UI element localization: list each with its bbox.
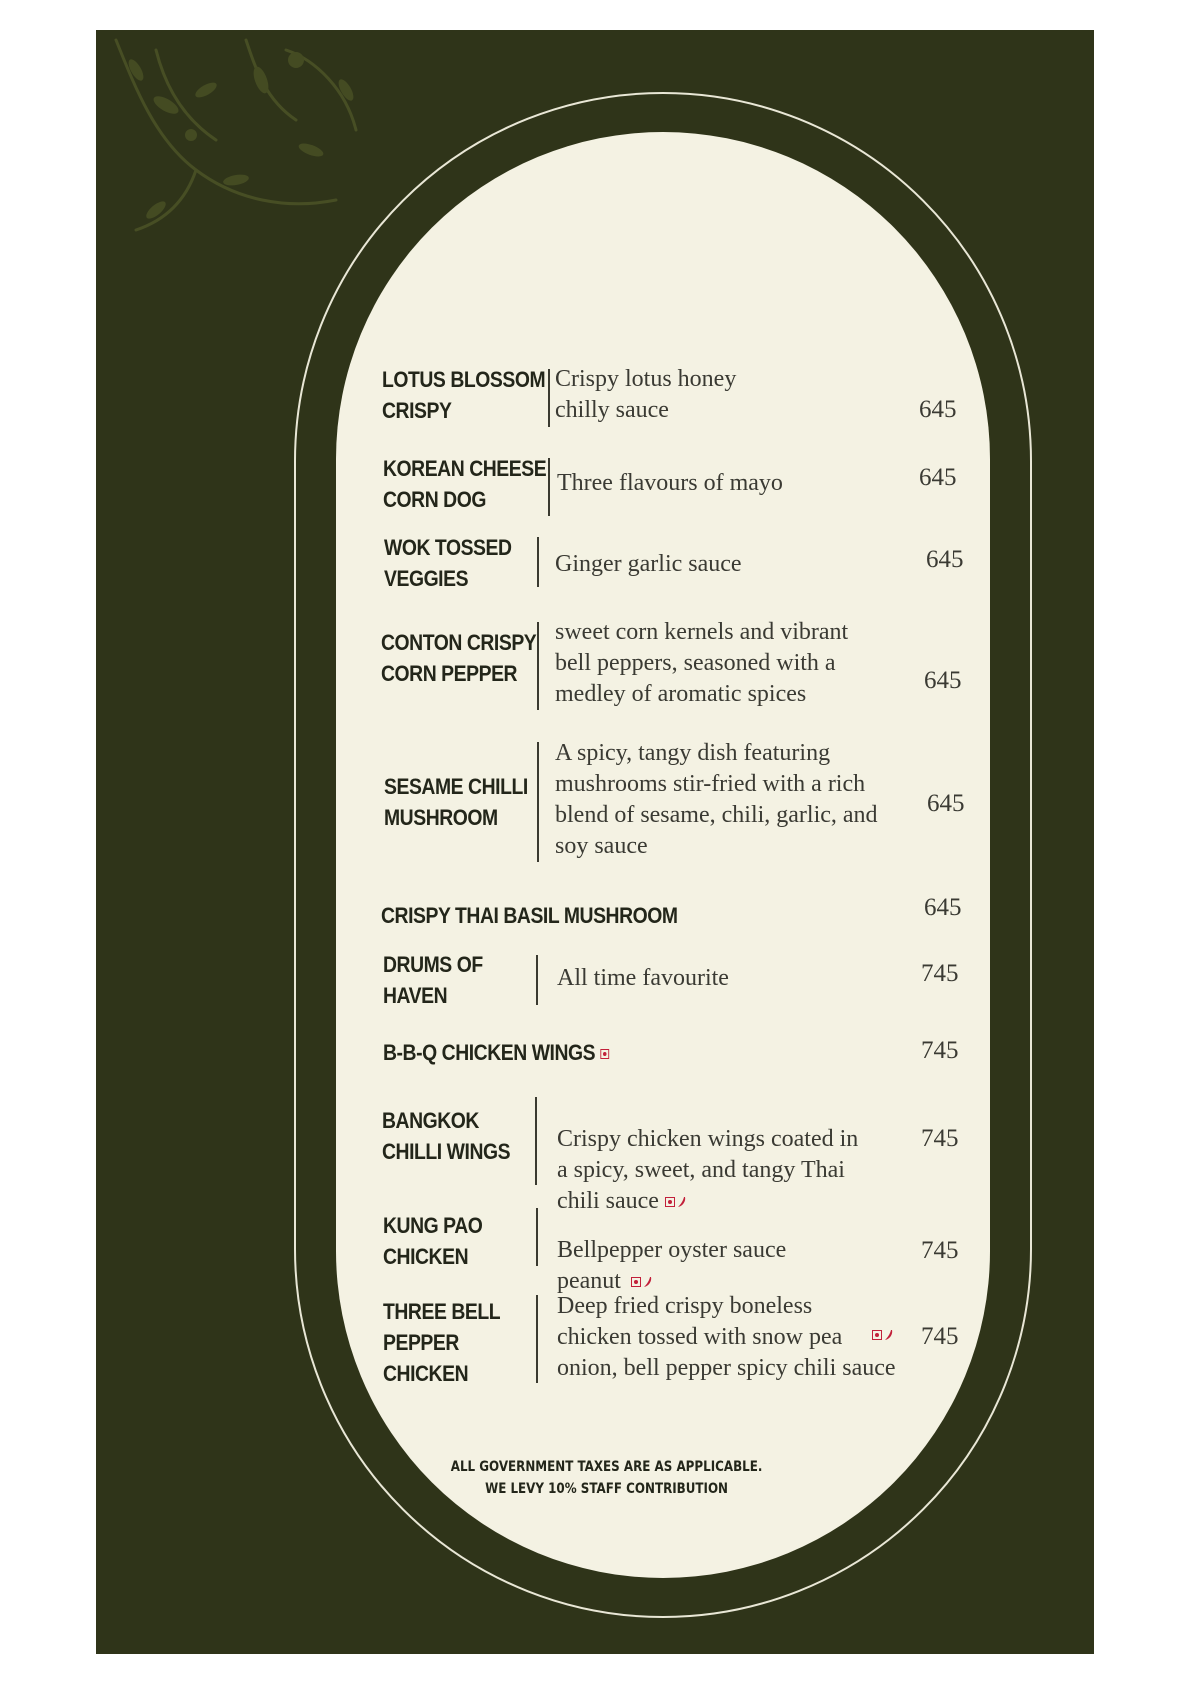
item-name: WOK TOSSED VEGGIES [384, 535, 512, 591]
item-divider [536, 1295, 538, 1383]
item-name: KUNG PAO CHICKEN [383, 1213, 483, 1269]
item-price: 745 [921, 1037, 959, 1064]
item-name: BANGKOK CHILLI WINGS [382, 1108, 511, 1164]
item-description: Ginger garlic sauce [555, 551, 742, 577]
item-divider [548, 369, 550, 427]
item-description: All time favourite [557, 965, 729, 991]
item-price: 645 [924, 667, 962, 694]
item-price: 745 [921, 1125, 959, 1152]
staff-contribution-note: WE LEVY 10% STAFF CONTRIBUTION [485, 1481, 729, 1497]
item-price: 745 [921, 1323, 959, 1350]
item-divider [548, 458, 550, 516]
chili-icon [643, 1276, 653, 1288]
non-veg-icon [631, 1277, 641, 1287]
chili-icon [884, 1329, 894, 1341]
item-description: Crispy lotus honey chilly sauce [555, 366, 737, 423]
item-name: KOREAN CHEESE CORN DOG [383, 456, 547, 512]
item-price: 645 [919, 396, 957, 423]
item-description: sweet corn kernels and vibrant bell peppers, seasoned with a medley of aromatic spices [555, 619, 849, 707]
item-divider [537, 537, 539, 587]
item-description: A spicy, tangy dish featuring mushrooms stir-fried with a rich blend of sesame, chili, garlic, and soy sauce [555, 740, 878, 859]
item-divider [536, 955, 538, 1005]
item-name: DRUMS OF HAVEN [383, 952, 483, 1008]
item-divider [537, 742, 539, 862]
item-divider [537, 622, 539, 710]
item-name: LOTUS BLOSSOM CRISPY [382, 367, 546, 423]
footer-note [101, 1456, 1113, 1500]
item-description: Crispy chicken wings coated in a spicy, sweet, and tangy Thai chili sauce [557, 1126, 859, 1214]
item-name: CONTON CRISPY CORN PEPPER [381, 630, 537, 686]
item-price: 645 [919, 464, 957, 491]
tax-note: ALL GOVERNMENT TAXES ARE AS APPLICABLE. [450, 1459, 763, 1475]
item-description: Deep fried crispy boneless chicken tossed with snow pea onion, bell pepper spicy chili sauce [557, 1293, 896, 1381]
item-name: SESAME CHILLI MUSHROOM [384, 774, 528, 830]
non-veg-icon [600, 1049, 609, 1059]
item-price: 645 [927, 790, 965, 817]
item-description: Bellpepper oyster sauce peanut [557, 1237, 787, 1294]
non-veg-icon [872, 1330, 882, 1340]
floral-ornament [96, 30, 396, 240]
item-name: CRISPY THAI BASIL MUSHROOM [381, 903, 678, 928]
item-price: 745 [921, 1237, 959, 1264]
item-name: THREE BELL PEPPER CHICKEN [383, 1299, 501, 1386]
item-price: 745 [921, 960, 959, 987]
item-price: 645 [924, 894, 962, 921]
item-divider [535, 1097, 537, 1185]
item-price: 645 [926, 546, 964, 573]
item-divider [536, 1208, 538, 1266]
item-name-row [383, 1037, 609, 1068]
item-icons [866, 1326, 894, 1344]
item-description-wrap [557, 1093, 858, 1217]
item-name: B-B-Q CHICKEN WINGS [383, 1040, 596, 1065]
item-description-wrap [557, 1204, 786, 1297]
item-description: Three flavours of mayo [557, 470, 783, 496]
